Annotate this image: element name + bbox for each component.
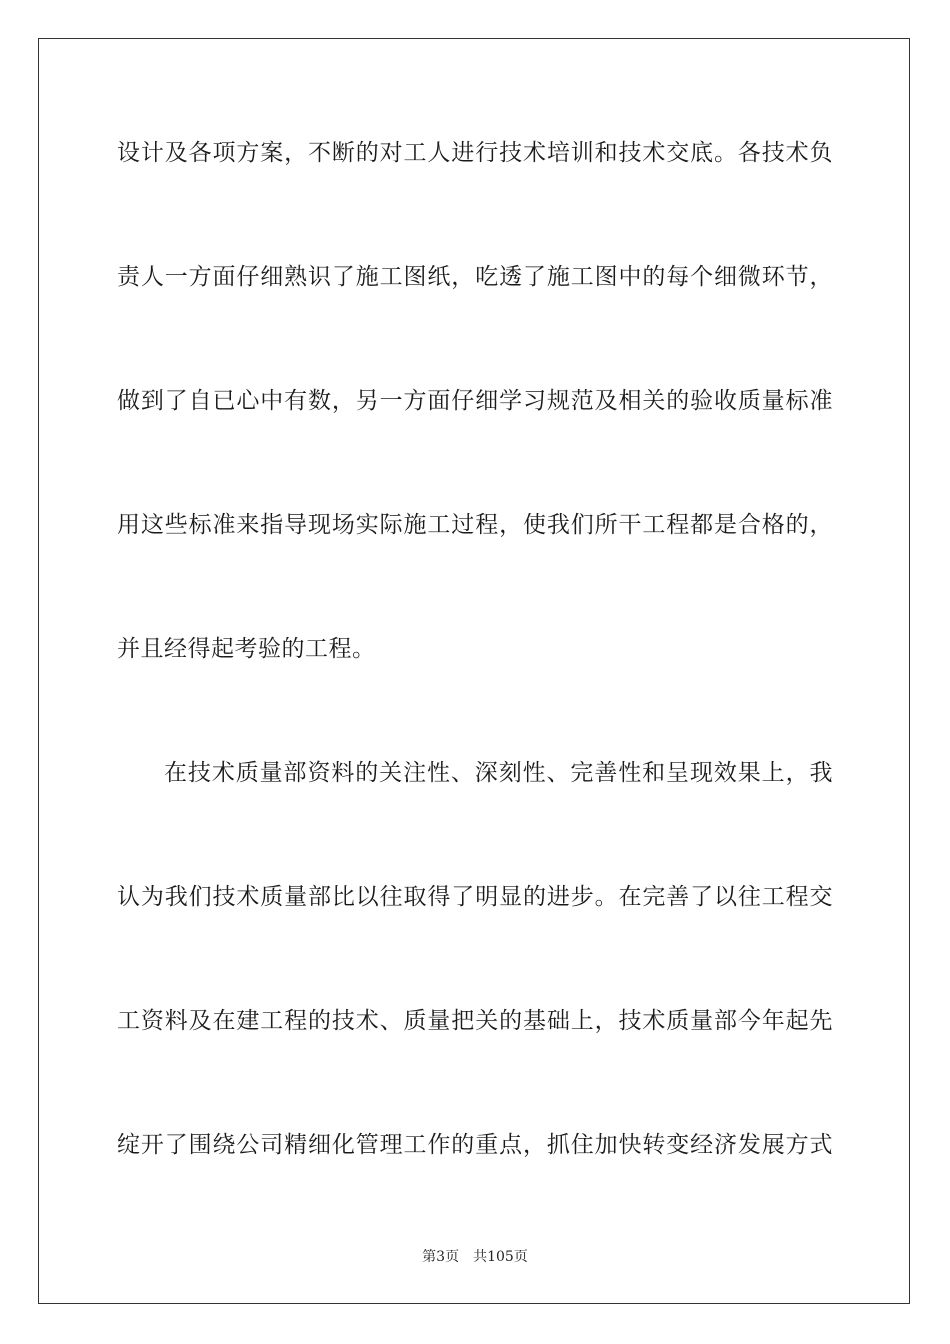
paragraph-line: 责人一方面仔细熟识了施工图纸，吃透了施工图中的每个细微环节，: [117, 264, 833, 290]
page-number: 第3页: [422, 1249, 460, 1265]
paragraph-line: 工资料及在建工程的技术、质量把关的基础上，技术质量部今年起先: [117, 1008, 833, 1034]
paragraph-line: 用这些标准来指导现场实际施工过程，使我们所干工程都是合格的，: [117, 512, 833, 538]
page-border: [38, 38, 910, 1304]
paragraph-line: 做到了自已心中有数，另一方面仔细学习规范及相关的验收质量标准: [117, 388, 833, 414]
page-total: 共105页: [473, 1249, 528, 1265]
paragraph-line: 设计及各项方案，不断的对工人进行技术培训和技术交底。各技术负: [117, 140, 833, 166]
paragraph-line: 绽开了围绕公司精细化管理工作的重点，抓住加快转变经济发展方式: [117, 1132, 833, 1158]
paragraph-line: 认为我们技术质量部比以往取得了明显的进步。在完善了以往工程交: [117, 884, 833, 910]
paragraph-line: 在技术质量部资料的关注性、深刻性、完善性和呈现效果上，我: [164, 760, 833, 786]
paragraph-line: 并且经得起考验的工程。: [117, 636, 376, 662]
page-footer: [0, 1248, 950, 1266]
